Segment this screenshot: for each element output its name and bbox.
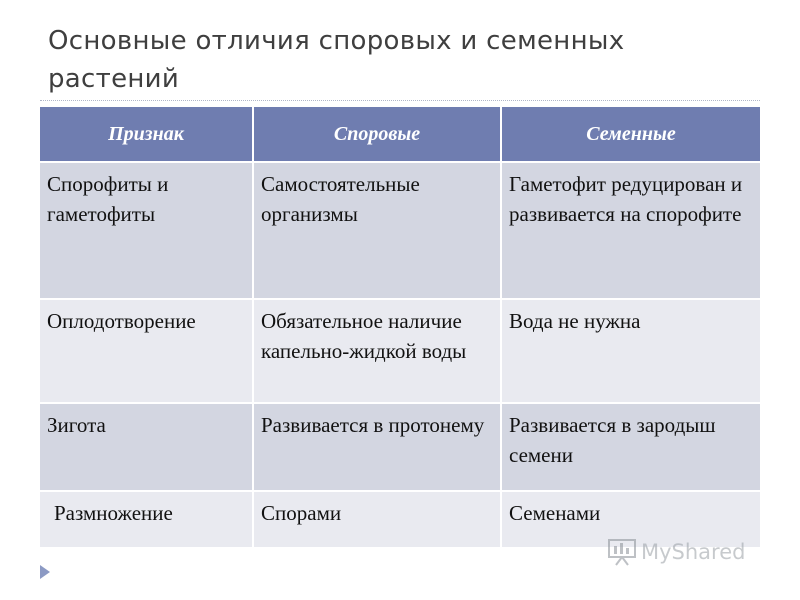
table-cell: Самостоятельные организмы [253, 162, 501, 299]
table-cell: Семенами [501, 491, 760, 547]
table-cell: Оплодотворение [40, 299, 253, 403]
table-cell: Развивается в протонему [253, 403, 501, 491]
header-cell-feature: Признак [40, 107, 253, 162]
presentation-board-icon [607, 538, 637, 566]
table-cell: Спорами [253, 491, 501, 547]
table-cell: Размножение [40, 491, 253, 547]
watermark [607, 538, 745, 566]
table-cell: Вода не нужна [501, 299, 760, 403]
table-cell: Спорофиты и гаметофиты [40, 162, 253, 299]
table-header-row [40, 107, 760, 162]
table-row [40, 299, 760, 403]
watermark-text: MyShared [641, 540, 746, 564]
table-row [40, 403, 760, 491]
table-row [40, 162, 760, 299]
table-cell: Зигота [40, 403, 253, 491]
slide-bullet-arrow-icon [40, 565, 50, 579]
title-divider [40, 100, 760, 101]
table-cell: Обязательное наличие капельно-жидкой воды [253, 299, 501, 403]
header-cell-seed: Семенные [501, 107, 760, 162]
table-cell: Развивается в зародыш семени [501, 403, 760, 491]
header-cell-spore: Споровые [253, 107, 501, 162]
slide-title: Основные отличия споровых и семенных растений [48, 26, 625, 94]
comparison-table [40, 107, 760, 547]
table-cell: Гаметофит редуцирован и развивается на спорофите [501, 162, 760, 299]
